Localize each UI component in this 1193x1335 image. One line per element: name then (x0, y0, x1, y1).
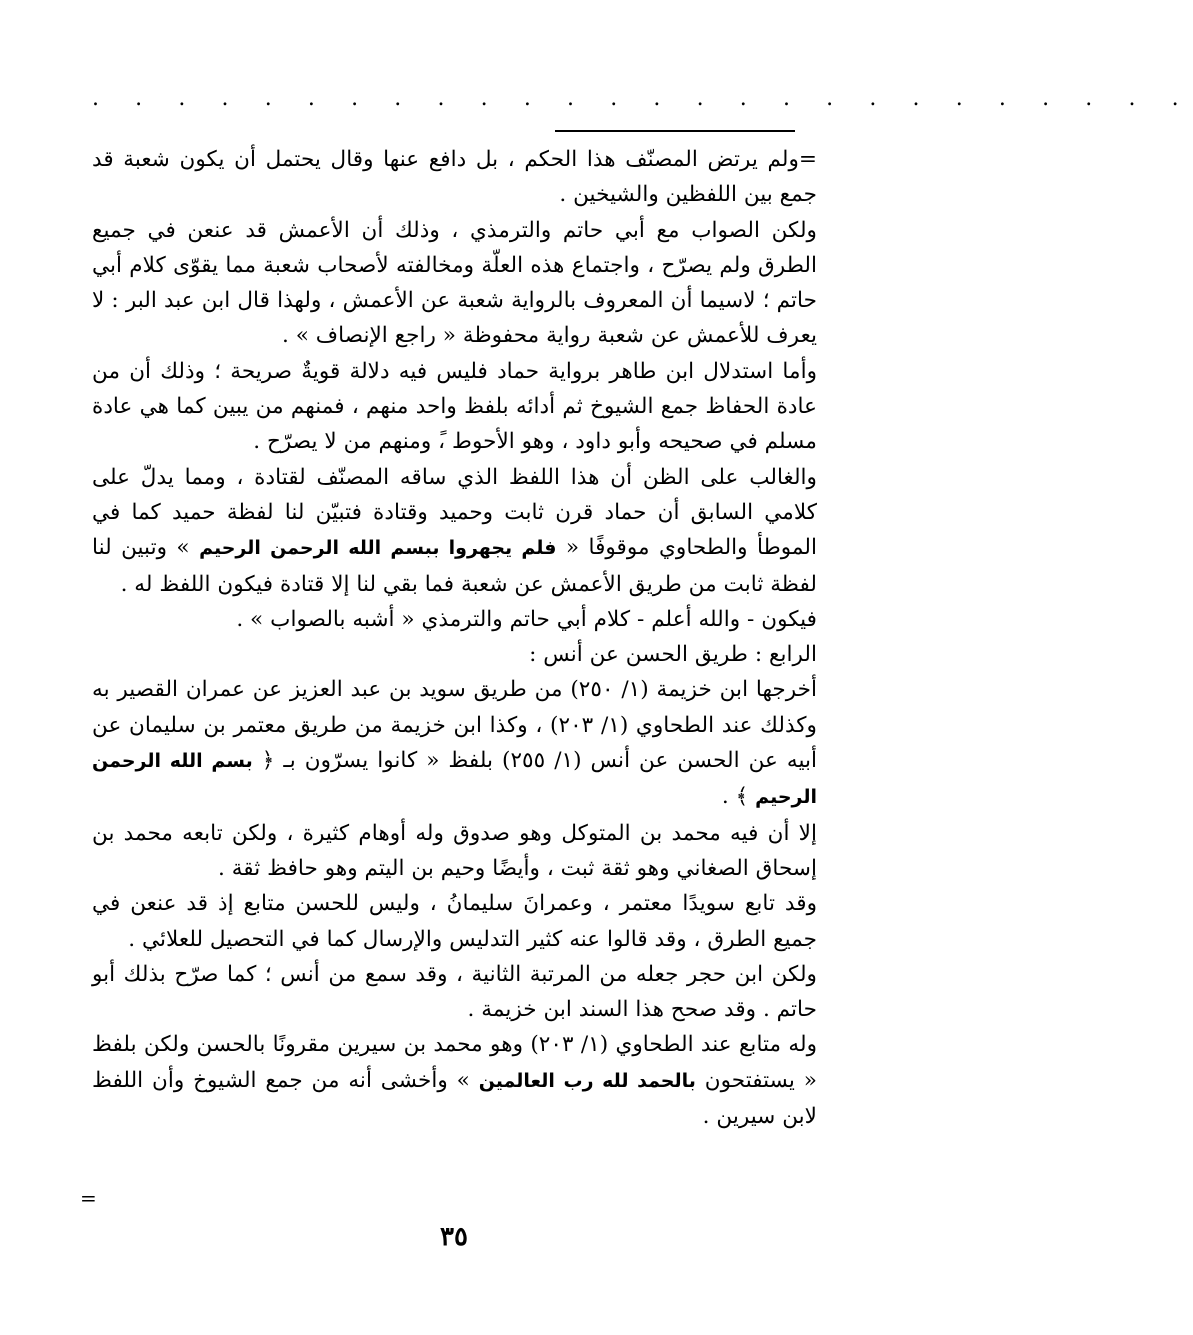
paragraph-11-text-before: وله متابع عند الطحاوي (١/ ٢٠٣) وهو محمد بن سيرين مقرونًا بالحسن ولكن بلفظ « يستفتحون (92, 1032, 817, 1093)
section-heading-fourth-route: الرابع : طريق الحسن عن أنس : (529, 642, 817, 668)
paragraph-4-bold-quote: فلم يجهروا ببسم الله الرحمن الرحيم (199, 537, 557, 560)
paragraph-4 (92, 460, 817, 602)
header-dotted-line: . . . . . . . . . . . . . . . . . . . . . . . . . . (92, 86, 1193, 111)
paragraph-7-text-after: ﴾ . (721, 784, 749, 810)
paragraph-11-bold-quote: بالحمد لله رب العالمين (478, 1069, 696, 1092)
paragraph-9: وقد تابع سويدًا معتمر ، وعمرانَ سليمانُ ، وليس للحسن متابع إذ قد عنعن في جميع الطرق ، وقد قالوا عنه كثير التدليس والإرسال كما في التحصيل للعلائي . (92, 891, 817, 952)
footnote-continuation-mark: = (80, 1186, 97, 1210)
paragraph-3: وأما استدلال ابن طاهر برواية حماد فليس فيه دلالة قويةٌ صريحة ؛ وذلك أن من عادة الحفاظ جمع الشيوخ ثم أدائه بلفظ واحد منهم ، فمنهم من يبين كما هي عادة مسلم في صحيحه وأبو داود ، وهو الأحوط ،ً ومنهم من لا يصرّح . (92, 358, 817, 455)
paragraph-11-text-after: » وأخشى أنه من جمع الشيوخ وأن اللفظ لابن سيرين . (92, 1067, 817, 1130)
paragraph-4-text-before: والغالب على الظن أن هذا اللفظ الذي ساقه المصنّف لقتادة ، ومما يدلّ على كلامي السابق أن حماد قرن ثابت وحميد وقتادة فتبيّن لنا لفظة حميد كما في الموطأ والطحاوي موقوفًا « (92, 464, 817, 561)
paragraph-7 (92, 672, 817, 815)
paragraph-10: ولكن ابن حجر جعله من المرتبة الثانية ، وقد سمع من أنس ؛ كما صرّح بذلك أبو حاتم . وقد صحح هذا السند ابن خزيمة . (92, 961, 817, 1023)
paragraph-5: فيكون - والله أعلم - كلام أبي حاتم والترمذي « أشبه بالصواب » . (236, 606, 817, 632)
paragraph-4-text-after: » وتبين لنا لفظة ثابت من طريق الأعمش عن شعبة فما بقي لنا إلا قتادة فيكون اللفظ له . (92, 535, 817, 597)
paragraph-2: ولكن الصواب مع أبي حاتم والترمذي ، وذلك أن الأعمش قد عنعن في جميع الطرق ولم يصرّح ، واجتماع هذه العلّة ومخالفته لأصحاب شعبة مما يقوّى كلام أبي حاتم ؛ لاسيما أن المعروف بالرواية شعبة عن الأعمش ، ولهذا قال ابن عبد البر : لا يعرف للأعمش عن شعبة رواية محفوظة « راجع الإنصاف » . (92, 217, 818, 349)
paragraph-1: =ولم يرتض المصنّف هذا الحكم ، بل دافع عنها وقال يحتمل أن يكون شعبة قد جمع بين اللفظين والشيخين . (92, 147, 817, 208)
footnote-separator-rule (555, 130, 795, 132)
paragraph-8: إلا أن فيه محمد بن المتوكل وهو صدوق وله أوهام كثيرة ، ولكن تابعه محمد بن إسحاق الصغاني وهو ثقة ثبت ، وأيضًا وحيم بن اليتم وهو حافظ ثقة . (92, 820, 817, 881)
page-number: ٣٥ (440, 1222, 468, 1252)
paragraph-11 (92, 1027, 817, 1134)
paragraph-7-text-before: أخرجها ابن خزيمة (١/ ٢٥٠) من طريق سويد بن عبد العزيز عن عمران القصير به وكذلك عند الطحاوي (١/ ٢٠٣) ، وكذا ابن خزيمة من طريق معتمر بن سليمان عن أبيه عن الحسن عن أنس (١/ ٢٥٥) بلفظ « كانوا يسرّون بـ ﴿ (92, 677, 818, 774)
footnote-body (92, 142, 817, 1134)
paragraph-7-bold-basmala: بسم الله الرحمن الرحيم (92, 750, 817, 809)
